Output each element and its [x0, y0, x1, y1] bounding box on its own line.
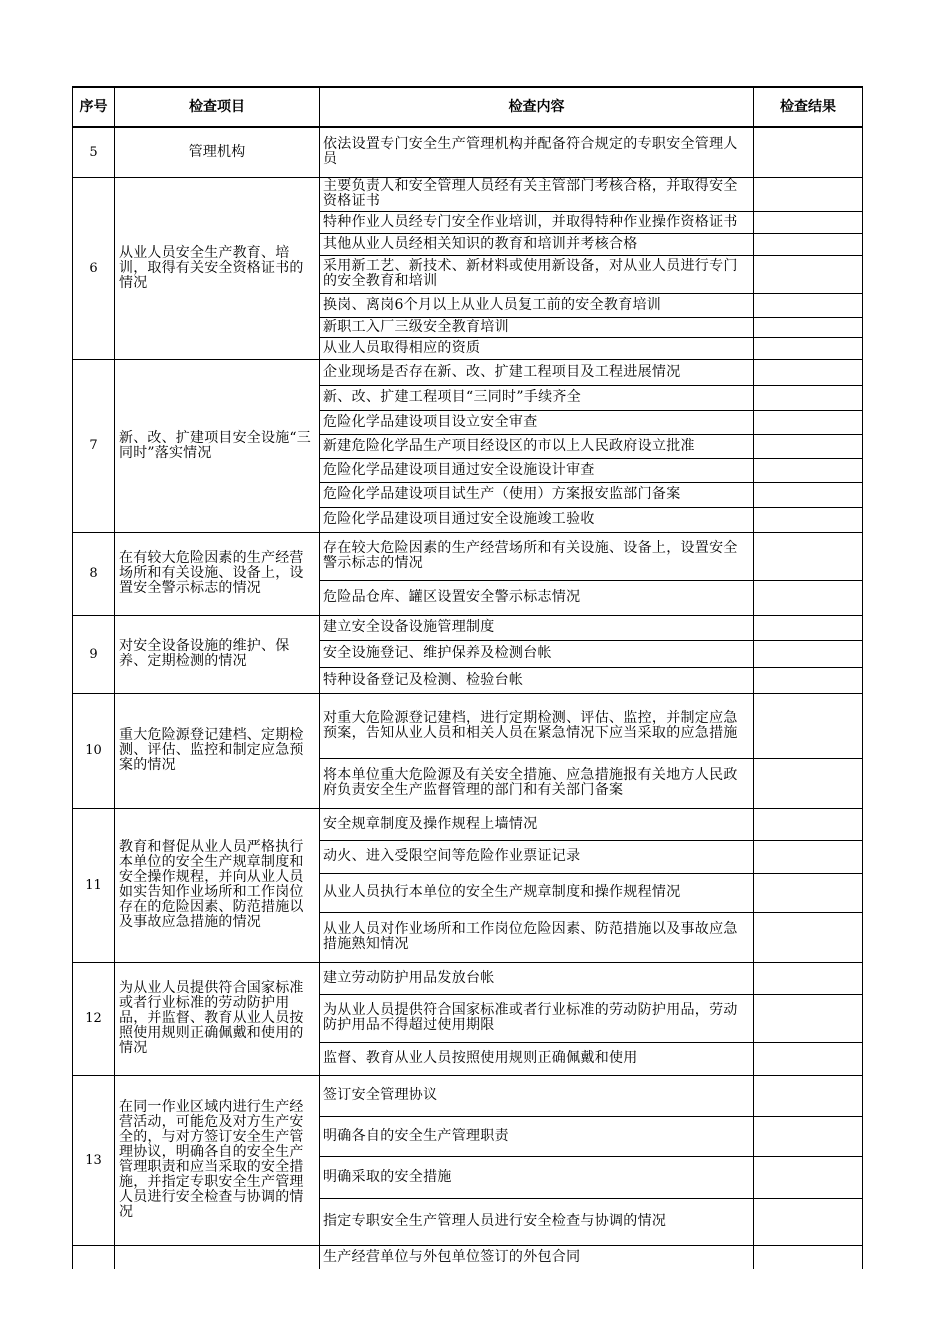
check-result-cell[interactable] [754, 434, 863, 458]
check-item: 从业人员安全生产教育、培训，取得有关安全资格证书的情况 [115, 177, 320, 359]
check-content: 特种设备登记及检测、检验台帐 [320, 667, 754, 693]
check-content: 危险化学品建设项目设立安全审查 [320, 410, 754, 434]
check-content: 安全规章制度及操作规程上墙情况 [320, 808, 754, 840]
check-result-cell[interactable] [754, 410, 863, 434]
check-item: 新、改、扩建项目安全设施“三同时”落实情况 [115, 359, 320, 532]
check-content: 采用新工艺、新技术、新材料或使用新设备，对从业人员进行专门的安全教育和培训 [320, 255, 754, 293]
check-content: 为从业人员提供符合国家标准或者行业标准的劳动防护用品，劳动防护用品不得超过使用期限 [320, 994, 754, 1042]
check-item: 对安全设备设施的维护、保养、定期检测的情况 [115, 615, 320, 693]
check-result-cell[interactable] [754, 580, 863, 615]
header-row [73, 87, 863, 127]
check-content: 特种作业人员经专门安全作业培训，并取得特种作业操作资格证书 [320, 211, 754, 233]
check-content: 建立安全设备设施管理制度 [320, 615, 754, 640]
check-content: 主要负责人和安全管理人员经有关主管部门考核合格，并取得安全资格证书 [320, 177, 754, 211]
check-item: 重大危险源登记建档、定期检测、评估、监控和制定应急预案的情况 [115, 693, 320, 808]
check-result-cell[interactable] [754, 994, 863, 1042]
check-result-cell[interactable] [754, 293, 863, 317]
check-result-cell[interactable] [754, 667, 863, 693]
check-content: 生产经营单位与外包单位签订的外包合同 [320, 1245, 754, 1269]
check-result-cell[interactable] [754, 233, 863, 255]
check-content: 从业人员执行本单位的安全生产规章制度和操作规程情况 [320, 873, 754, 912]
row-number: 13 [73, 1075, 115, 1245]
check-content: 存在较大危险因素的生产经营场所和有关设施、设备上，设置安全警示标志的情况 [320, 532, 754, 580]
table-row [73, 962, 863, 994]
check-content: 危险化学品建设项目通过安全设施设计审查 [320, 458, 754, 482]
check-result-cell[interactable] [754, 1116, 863, 1156]
row-number [73, 1245, 115, 1269]
check-result-cell[interactable] [754, 840, 863, 873]
check-content: 新建危险化学品生产项目经设区的市以上人民政府设立批准 [320, 434, 754, 458]
check-result-cell[interactable] [754, 912, 863, 962]
check-result-cell[interactable] [754, 873, 863, 912]
table-row [73, 1075, 863, 1116]
table-row [73, 177, 863, 211]
check-content: 从业人员取得相应的资质 [320, 337, 754, 359]
check-result-cell[interactable] [754, 808, 863, 840]
check-result-cell[interactable] [754, 640, 863, 667]
row-number: 12 [73, 962, 115, 1075]
check-content: 对重大危险源登记建档，进行定期检测、评估、监控，并制定应急预案，告知从业人员和相关人员在紧急情况下应当采取的应急措施 [320, 693, 754, 758]
check-content: 将本单位重大危险源及有关安全措施、应急措施报有关地方人民政府负责安全生产监督管理的部门和有关部门备案 [320, 758, 754, 808]
header-item: 检查项目 [115, 87, 320, 127]
check-item: 教育和督促从业人员严格执行本单位的安全生产规章制度和安全操作规程，并向从业人员如实告知作业场所和工作岗位存在的危险因素、防范措施以及事故应急措施的情况 [115, 808, 320, 962]
check-item [115, 1245, 320, 1269]
row-number: 6 [73, 177, 115, 359]
table-body [73, 127, 863, 1269]
check-content: 建立劳动防护用品发放台帐 [320, 962, 754, 994]
check-result-cell[interactable] [754, 359, 863, 385]
check-result-cell[interactable] [754, 458, 863, 482]
check-content: 其他从业人员经相关知识的教育和培训并考核合格 [320, 233, 754, 255]
check-result-cell[interactable] [754, 177, 863, 211]
check-content: 依法设置专门安全生产管理机构并配备符合规定的专职安全管理人员 [320, 127, 754, 177]
check-item: 在同一作业区域内进行生产经营活动，可能危及对方生产安全的，与对方签订安全生产管理协议，明确各自的安全生产管理职责和应当采取的安全措施，并指定专职安全生产管理人员进行安全检查与协调的情况 [115, 1075, 320, 1245]
check-content: 从业人员对作业场所和工作岗位危险因素、防范措施以及事故应急措施熟知情况 [320, 912, 754, 962]
row-number: 8 [73, 532, 115, 615]
table-row [73, 532, 863, 580]
check-result-cell[interactable] [754, 1198, 863, 1245]
check-content: 危险化学品建设项目通过安全设施竣工验收 [320, 507, 754, 532]
check-content: 动火、进入受限空间等危险作业票证记录 [320, 840, 754, 873]
row-number: 9 [73, 615, 115, 693]
check-result-cell[interactable] [754, 1042, 863, 1075]
check-result-cell[interactable] [754, 255, 863, 293]
check-result-cell[interactable] [754, 615, 863, 640]
table-row [73, 359, 863, 385]
check-result-cell[interactable] [754, 758, 863, 808]
check-result-cell[interactable] [754, 482, 863, 507]
check-item: 为从业人员提供符合国家标准或者行业标准的劳动防护用品，并监督、教育从业人员按照使用规则正确佩戴和使用的情况 [115, 962, 320, 1075]
inspection-table [72, 86, 863, 1269]
check-content: 企业现场是否存在新、改、扩建工程项目及工程进展情况 [320, 359, 754, 385]
check-content: 明确各自的安全生产管理职责 [320, 1116, 754, 1156]
check-result-cell[interactable] [754, 385, 863, 410]
check-result-cell[interactable] [754, 317, 863, 337]
check-content: 危险品仓库、罐区设置安全警示标志情况 [320, 580, 754, 615]
row-number: 10 [73, 693, 115, 808]
row-number: 7 [73, 359, 115, 532]
check-result-cell[interactable] [754, 962, 863, 994]
check-result-cell[interactable] [754, 337, 863, 359]
check-content: 明确采取的安全措施 [320, 1156, 754, 1198]
check-result-cell[interactable] [754, 211, 863, 233]
check-content: 新、改、扩建工程项目“三同时”手续齐全 [320, 385, 754, 410]
table-row [73, 615, 863, 640]
check-result-cell[interactable] [754, 693, 863, 758]
check-result-cell[interactable] [754, 127, 863, 177]
check-content: 安全设施登记、维护保养及检测台帐 [320, 640, 754, 667]
check-result-cell[interactable] [754, 507, 863, 532]
table-row [73, 808, 863, 840]
check-content: 危险化学品建设项目试生产（使用）方案报安监部门备案 [320, 482, 754, 507]
check-content: 新职工入厂三级安全教育培训 [320, 317, 754, 337]
row-number: 5 [73, 127, 115, 177]
check-result-cell[interactable] [754, 1075, 863, 1116]
check-content: 指定专职安全生产管理人员进行安全检查与协调的情况 [320, 1198, 754, 1245]
check-content: 换岗、离岗6个月以上从业人员复工前的安全教育培训 [320, 293, 754, 317]
header-no: 序号 [73, 87, 115, 127]
table-row [73, 1245, 863, 1269]
row-number: 11 [73, 808, 115, 962]
check-item: 在有较大危险因素的生产经营场所和有关设施、设备上，设置安全警示标志的情况 [115, 532, 320, 615]
check-result-cell[interactable] [754, 532, 863, 580]
check-content: 签订安全管理协议 [320, 1075, 754, 1116]
header-content: 检查内容 [320, 87, 754, 127]
check-content: 监督、教育从业人员按照使用规则正确佩戴和使用 [320, 1042, 754, 1075]
check-result-cell[interactable] [754, 1245, 863, 1269]
table-row [73, 693, 863, 758]
check-result-cell[interactable] [754, 1156, 863, 1198]
table-row [73, 127, 863, 177]
header-result: 检查结果 [754, 87, 863, 127]
check-item: 管理机构 [115, 127, 320, 177]
